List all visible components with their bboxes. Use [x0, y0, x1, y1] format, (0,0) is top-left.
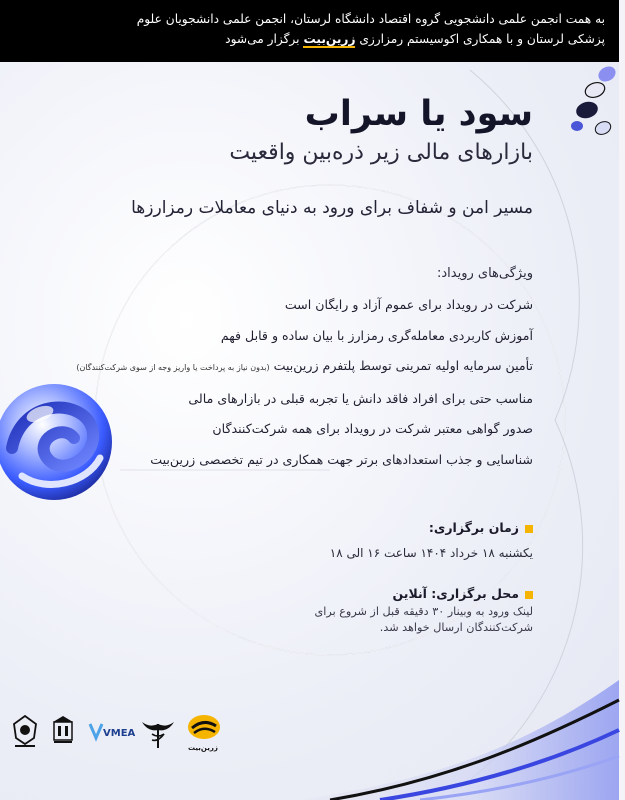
banner-line-1: به همت انجمن علمی دانشجویی گروه اقتصاد دانشگاه لرستان، انجمن علمی دانشجویان علوم: [136, 12, 605, 26]
feature-item: آموزش کاربردی معامله‌گری رمزارز با بیان ساده و قابل فهم: [220, 327, 533, 343]
feature-item: شناسایی و جذب استعدادهای برتر جهت همکاری در تیم تخصصی زرین‌بیت: [150, 451, 533, 467]
top-banner: [0, 0, 619, 62]
university-seal-logo-icon: [12, 714, 38, 748]
zarinbit-logo-label: زرین‌بیت: [188, 744, 218, 752]
orb-illustration: [0, 378, 120, 506]
feature-item: مناسب حتی برای افراد فاقد دانش یا تجربه قبلی در بازارهای مالی: [188, 390, 533, 406]
feature-item-with-note: [73, 351, 533, 384]
features-heading: ویژگی‌های رویداد:: [437, 266, 533, 281]
time-label: زمان برگزاری:: [428, 520, 519, 535]
page-subtitle: بازارهای مالی زیر ذره‌بین واقعیت: [229, 140, 533, 165]
place-heading: [393, 586, 533, 601]
banner-line-2-post: برگزار می‌شود: [225, 32, 300, 46]
vmea-logo-text: VMEA: [103, 728, 136, 739]
feature-item: شرکت در رویداد برای عموم آزاد و رایگان است: [284, 297, 533, 312]
page-title: سود یا سراب: [304, 94, 533, 134]
place-label: محل برگزاری: آنلاین: [392, 586, 519, 601]
banner-line-2: [14, 29, 605, 49]
university-building-logo-icon: [52, 714, 74, 746]
medical-association-logo-icon: [140, 714, 176, 750]
time-value: یکشنبه ۱۸ خرداد ۱۴۰۴ ساعت ۱۶ الی ۱۸: [329, 546, 533, 560]
banner-line-2-pre: پزشکی لرستان و با همکاری اکوسیستم رمزارزی: [359, 32, 605, 46]
bullet-square-icon: [525, 525, 533, 533]
zarinbit-logo-icon: [186, 712, 222, 742]
banner-brand: زرین‌بیت: [303, 32, 356, 46]
bullet-square-icon: [525, 591, 533, 599]
place-value: لینک ورود به وبینار ۳۰ دقیقه قبل از شروع برای شرکت‌کنندگان ارسال خواهد شد.: [314, 605, 533, 634]
time-heading: [429, 520, 533, 535]
sponsor-logos: [0, 700, 619, 770]
feature-item: صدور گواهی معتبر شرکت در رویداد برای همه شرکت‌کنندگان: [212, 421, 533, 436]
corner-decoration-icon: [565, 52, 625, 142]
tagline: مسیر امن و شفاف برای ورود به دنیای معاملات رمزارزها: [131, 198, 533, 218]
features-list: [73, 290, 533, 475]
vmea-logo-icon: [88, 720, 136, 742]
feature-text: تأمین سرمایه اولیه تمرینی توسط پلتفرم زرین‌بیت: [273, 358, 533, 373]
feature-note: (بدون نیاز به پرداخت یا واریز وجه از سوی شرکت‌کنندگان): [76, 363, 270, 372]
